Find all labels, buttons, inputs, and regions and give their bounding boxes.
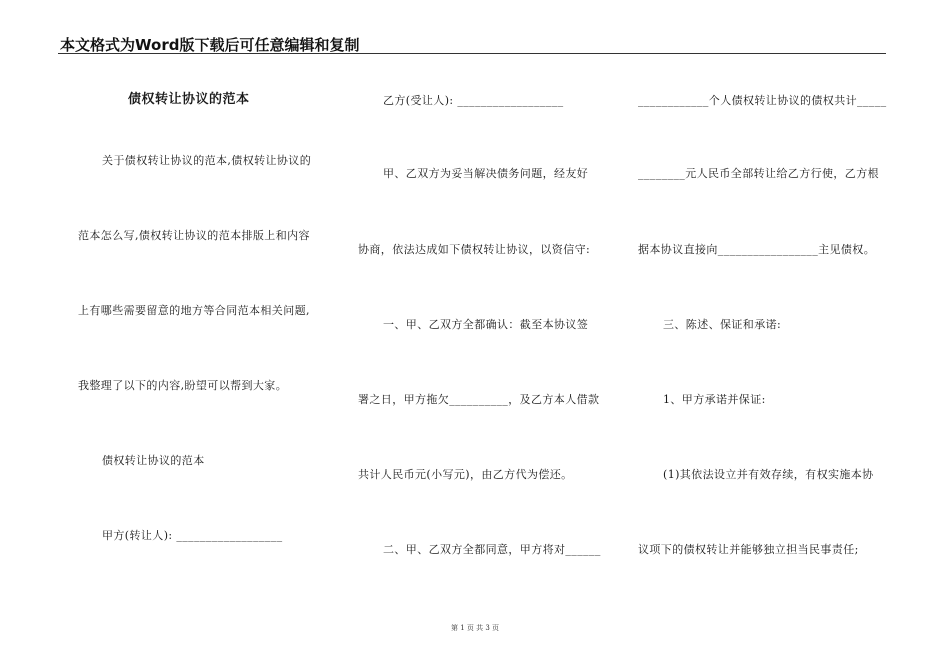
document-title: 债权转让协议的范本: [128, 92, 250, 107]
paragraph-line: 协商，依法达成如下债权转让协议，以资信守:: [358, 243, 591, 256]
paragraph-line: ________元人民币全部转让给乙方行使，乙方根: [638, 167, 879, 180]
paragraph-line: 共计人民币元(小写元)，由乙方代为偿还。: [358, 468, 573, 481]
paragraph-line: (1)其依法设立并有效存续，有权实施本协: [663, 468, 874, 481]
paragraph-line: ____________个人债权转让协议的债权共计_____: [638, 94, 887, 107]
paragraph-line: 上有哪些需要留意的地方等合同范本相关问题,: [78, 304, 310, 317]
paragraph-line: 署之日，甲方拖欠__________，及乙方本人借款: [358, 393, 600, 406]
party-b-field: 乙方(受让人): __________________: [383, 94, 564, 107]
clause-two-line: 二、甲、乙双方全都同意，甲方将对______: [383, 543, 601, 556]
page-number-footer: 第 1 页 共 3 页: [450, 624, 500, 632]
header-divider: [58, 53, 886, 54]
paragraph-line: 我整理了以下的内容,盼望可以帮到大家。: [78, 379, 288, 392]
section-heading: 债权转让协议的范本: [102, 454, 205, 467]
page-header: 本文格式为Word版下载后可任意编辑和复制: [60, 36, 360, 54]
section-three-heading: 三、陈述、保证和承诺:: [663, 318, 782, 331]
paragraph-line: 关于债权转让协议的范本,债权转让协议的: [102, 154, 312, 167]
party-a-field: 甲方(转让人): __________________: [102, 529, 283, 542]
paragraph-line: 范本怎么写,债权转让协议的范本排版上和内容: [78, 229, 310, 242]
clause-one-line: 一、甲、乙双方全都确认：截至本协议签: [383, 318, 589, 331]
paragraph-line: 据本协议直接向_________________主见债权。: [638, 243, 876, 256]
paragraph-line: 议项下的债权转让并能够独立担当民事责任;: [638, 543, 859, 556]
paragraph-line: 甲、乙双方为妥当解决债务问题，经友好: [383, 167, 589, 180]
sub-heading: 1、甲方承诺并保证:: [663, 393, 766, 406]
